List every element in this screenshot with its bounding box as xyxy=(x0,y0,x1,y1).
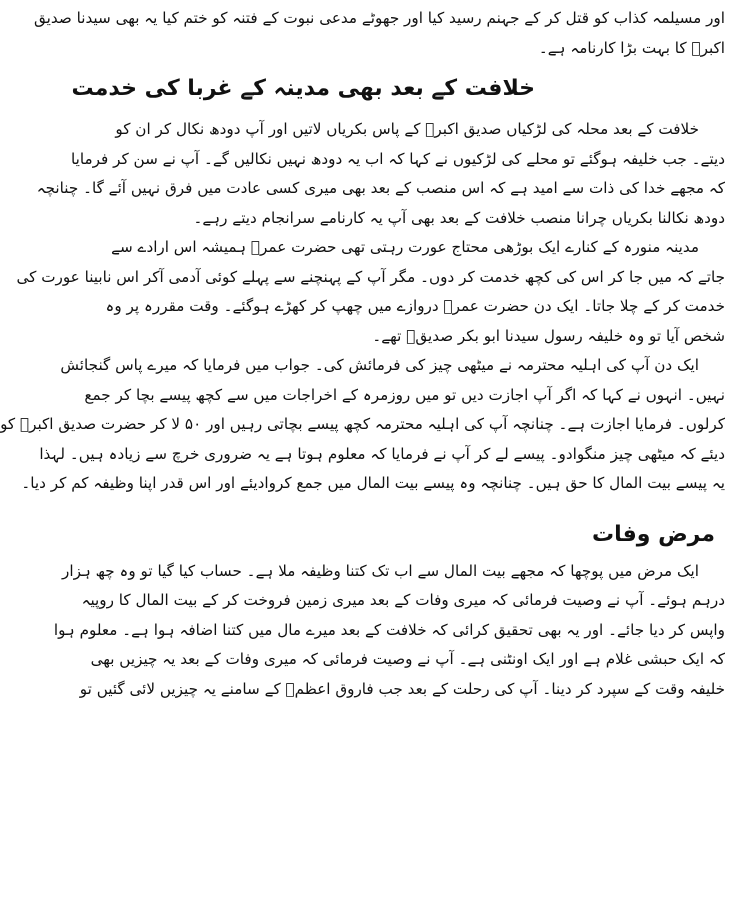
text-line: درہم ہوئے۔ آپ نے وصیت فرمائی کہ میری وفات کے بعد میری زمین فروخت کر کے بیت المال کا روپیہ xyxy=(81,591,725,609)
text-line: خدمت کر کے چلا جاتا۔ ایک دن حضرت عمرؓ دروازے میں چھپ کر کھڑے ہوگئے۔ وقت مقررہ پر وہ xyxy=(105,297,725,315)
text-line: ایک مرض میں پوچھا کہ مجھے بیت المال سے اب تک کتنا وظیفہ ملا ہے۔ حساب کیا گیا تو وہ چھ ہزار xyxy=(62,561,699,580)
text-line: نہیں۔ انہوں نے کہا کہ اگر آپ اجازت دیں تو میں روزمرہ کے اخراجات میں سے کچھ پیسے بچا کر جمع xyxy=(84,385,725,404)
intro-paragraph xyxy=(34,4,725,63)
section-heading-caliphate-service: خلافت کے بعد بھی مدینہ کے غربا کی خدمت xyxy=(71,76,535,101)
text-line: اکبرؓ کا بہت بڑا کارنامہ ہے۔ xyxy=(538,38,725,57)
text-line: دیئے کہ میٹھی چیز منگوادو۔ پیسے لے کر آپ نے فرمایا کہ معلوم ہوتا ہے یہ ضروری خرچ سے زیادہ ہیں۔ لہذا xyxy=(39,444,725,463)
paragraph-final-illness xyxy=(53,557,725,705)
text-line: کہ ایک حبشی غلام ہے اور ایک اونٹنی ہے۔ آپ نے وصیت فرمائی کہ میری وفات کے بعد یہ چیزیں بھی xyxy=(90,650,725,668)
text-line: دیتے۔ جب خلیفہ ہوگئے تو محلے کی لڑکیوں نے کہا کہ اب یہ دودھ نہیں نکالیں گے۔ آپ نے سن کر فرمایا xyxy=(71,149,725,168)
text-line: واپس کر دیا جائے۔ اور یہ بھی تحقیق کرائی کہ خلافت کے بعد میرے مال میں کتنا اضافہ ہوا ہے۔ معلوم ہوا xyxy=(53,620,725,639)
text-line: کہ مجھے خدا کی ذات سے امید ہے کہ اس منصب کے بعد بھی میری کسی عادت میں فرق نہیں آئے گا۔ چنانچہ xyxy=(36,179,725,197)
text-line: اور مسیلمہ کذاب کو قتل کر کے جہنم رسید کیا اور جھوٹے مدعی نبوت کے فتنہ کو ختم کیا یہ بھی سیدنا صدیق xyxy=(34,9,725,27)
text-line: مدینہ منورہ کے کنارے ایک بوڑھی محتاج عورت رہتی تھی حضرت عمرؓ ہمیشہ اس ارادے سے xyxy=(111,238,699,256)
text-line: ایک دن آپ کی اہلیہ محترمہ نے میٹھی چیز کی فرمائش کی۔ جواب میں فرمایا کہ میرے پاس گنجائش xyxy=(60,356,699,374)
paragraph-sweet-dish xyxy=(0,351,725,499)
text-line: خلیفہ وقت کے سپرد کر دینا۔ آپ کی رحلت کے بعد جب فاروق اعظمؓ کے سامنے یہ چیزیں لائی گئیں تو xyxy=(79,679,725,698)
text-line: جاتے کہ میں جا کر اس کی کچھ خدمت کر دوں۔ مگر آپ کے پہنچنے سے پہلے کوئی آدمی آکر اس نابینا عورت کی xyxy=(16,267,725,286)
text-line: یہ پیسے بیت المال کا حق ہیں۔ چنانچہ وہ پیسے بیت المال میں جمع کروادیئے اور اس قدر اپنا وظیفہ کم کر دیا۔ xyxy=(21,474,725,492)
text-line: دودھ نکالنا بکریاں چرانا منصب خلافت کے بعد بھی آپ یہ کارنامے سرانجام دیتے رہے۔ xyxy=(193,208,725,227)
section-heading-final-illness: مرض وفات xyxy=(591,521,715,547)
text-line: شخص آیا تو وہ خلیفہ رسول سیدنا ابو بکر صدیقؓ تھے۔ xyxy=(372,326,725,345)
paragraph-blind-woman xyxy=(16,233,725,351)
text-line: خلافت کے بعد محلہ کی لڑکیاں صدیق اکبرؓ کے پاس بکریاں لاتیں اور آپ دودھ نکال کر ان کو xyxy=(115,120,699,138)
text-line: کرلوں۔ فرمایا اجازت ہے۔ چنانچہ آپ کی اہلیہ محترمہ کچھ پیسے بچاتی رہیں اور ۵۰ لا کر حضرت صدیق اکبرؓ کو xyxy=(0,415,725,433)
paragraph-milking-goats xyxy=(36,115,725,233)
